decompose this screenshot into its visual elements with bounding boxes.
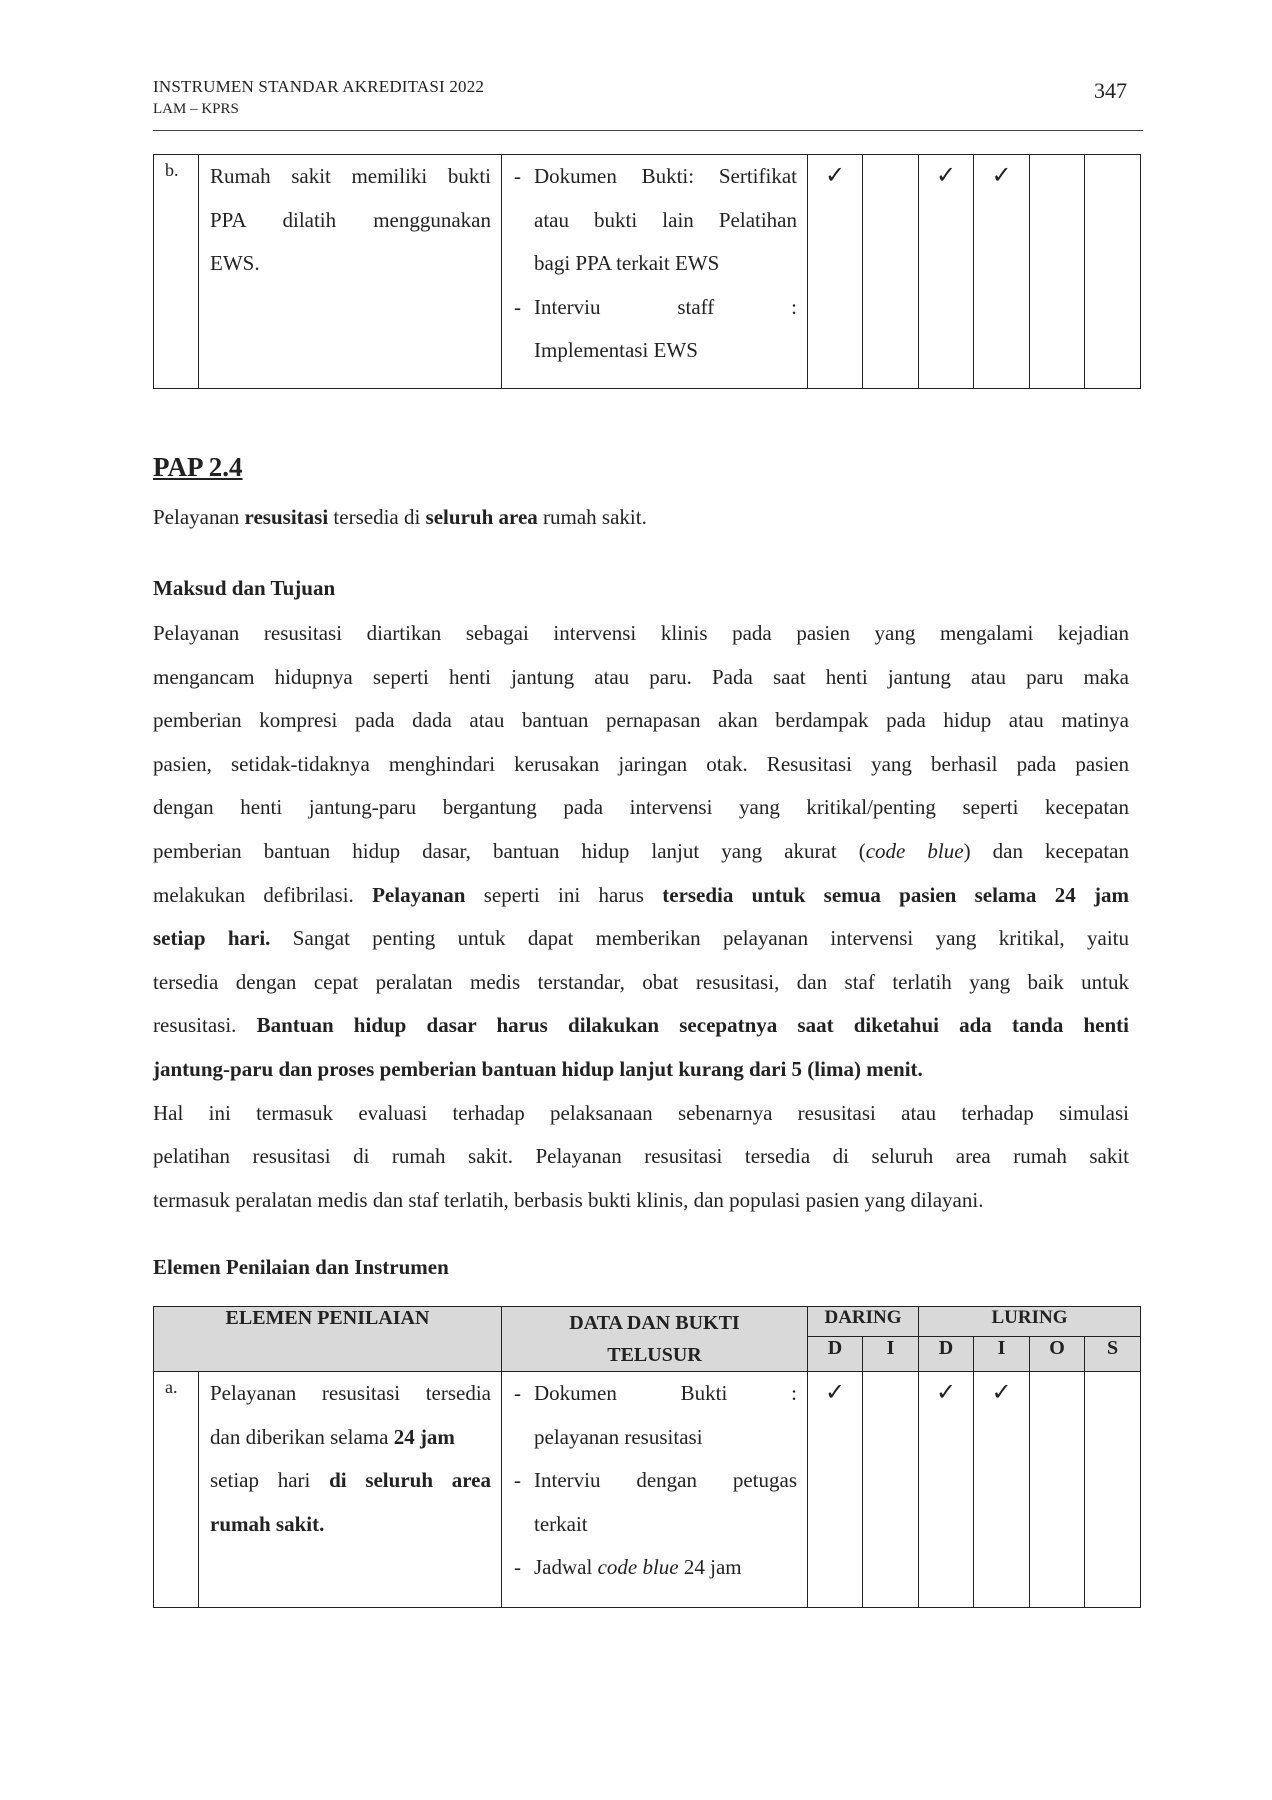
- intent-heading: Maksud dan Tujuan: [153, 576, 336, 600]
- text-run: setiap hari: [210, 1468, 330, 1492]
- bullet-dash: -: [514, 294, 521, 319]
- evidence-line: terkait: [534, 1511, 588, 1536]
- check-luring-d: ✓: [919, 1372, 974, 1608]
- assessment-element: [199, 1372, 502, 1608]
- desc-line: [210, 1503, 491, 1547]
- table-row: [154, 1372, 1141, 1608]
- evidence-cell: [502, 1372, 808, 1608]
- text-line: pelatihan resusitasi di rumah sakit. Pelayanan resusitasi tersedia di seluruh area rumah sakit: [153, 1144, 1129, 1169]
- text-line: [153, 1004, 1129, 1048]
- text-run: seperti ini harus: [465, 882, 663, 907]
- bullet-dash: -: [514, 1468, 521, 1492]
- evidence-line: atau bukti lain Pelatihan: [534, 207, 797, 232]
- check-daring-i: [863, 155, 919, 389]
- text-bold: Bantuan hidup dasar harus dilakukan secepatnya saat diketahui ada tanda henti: [256, 1013, 1130, 1038]
- header-daring: DARING: [808, 1307, 919, 1337]
- text-line: pemberian kompresi pada dada atau bantuan pernapasan akan berdampak pada hidup atau matinya: [153, 708, 1129, 733]
- standard-statement: [153, 505, 647, 530]
- header-line: TELUSUR: [607, 1344, 702, 1366]
- row-number: a.: [154, 1372, 199, 1608]
- intent-paragraph: [153, 612, 1129, 1222]
- lead-text: rumah sakit.: [537, 505, 647, 529]
- check-luring-i: ✓: [974, 155, 1030, 389]
- text-run: dan diberikan selama: [210, 1424, 394, 1449]
- text-line: termasuk peralatan medis dan staf terlatih, berbasis bukti klinis, dan populasi pasien yang dilayani.: [153, 1187, 984, 1212]
- text-line: tersedia dengan cepat peralatan medis terstandar, obat resusitasi, dan staf terlatih yang baik untuk: [153, 969, 1129, 994]
- evidence-item: [514, 1459, 797, 1546]
- subheader-daring-i: I: [863, 1337, 919, 1372]
- text-line: mengancam hidupnya seperti henti jantung atau paru. Pada saat henti jantung atau paru maka: [153, 664, 1129, 689]
- bullet-dash: -: [514, 164, 521, 188]
- header-data-bukti: [502, 1307, 808, 1372]
- text-run: pemberian bantuan hidup dasar, bantuan hidup lanjut yang akurat (: [153, 838, 866, 863]
- section-title: PAP 2.4: [153, 452, 243, 482]
- evidence-item: [514, 155, 797, 286]
- desc-line: Rumah sakit memiliki bukti: [210, 164, 491, 188]
- text-line: Hal ini termasuk evaluasi terhadap pelaksanaan sebenarnya resusitasi atau terhadap simulasi: [153, 1100, 1129, 1125]
- lead-bold: resusitasi: [244, 505, 329, 529]
- desc-line: [210, 1459, 491, 1503]
- evidence-line: Interviu dengan petugas: [534, 1468, 797, 1492]
- text-bold: tersedia untuk semua pasien selama 24 jam: [662, 882, 1129, 907]
- check-luring-s: [1085, 155, 1141, 389]
- check-luring-o: [1030, 155, 1085, 389]
- lead-text: Pelayanan: [153, 505, 245, 529]
- subheader-daring-d: D: [808, 1337, 863, 1372]
- text-italic: code blue: [597, 1555, 679, 1579]
- subheader-luring-d: D: [919, 1337, 974, 1372]
- subheader-luring-i: I: [974, 1337, 1030, 1372]
- check-daring-i: [863, 1372, 919, 1608]
- evidence-item: [514, 1372, 797, 1459]
- text-line: [153, 917, 1129, 961]
- check-luring-i: ✓: [974, 1372, 1030, 1608]
- text-line: [153, 830, 1129, 874]
- header-title: INSTRUMEN STANDAR AKREDITASI 2022: [153, 77, 485, 96]
- text-bold: jantung-paru dan proses pemberian bantuan hidup lanjut kurang dari 5 (lima) menit.: [153, 1056, 923, 1081]
- subheader-luring-o: O: [1030, 1337, 1085, 1372]
- text-run: Sangat penting untuk dapat memberikan pelayanan intervensi yang kritikal, yaitu: [270, 926, 1129, 951]
- text-bold: Pelayanan: [372, 882, 466, 907]
- check-daring-d: ✓: [808, 1372, 863, 1608]
- text-line: dengan henti jantung-paru bergantung pada intervensi yang kritikal/penting seperti kecepatan: [153, 795, 1129, 820]
- row-number: b.: [154, 155, 199, 389]
- lead-text: tersedia di: [328, 505, 426, 529]
- check-daring-d: ✓: [808, 155, 863, 389]
- text-run: Jadwal: [534, 1555, 598, 1579]
- desc-line: Pelayanan resusitasi tersedia: [210, 1381, 491, 1405]
- text-run: resusitasi.: [153, 1013, 257, 1038]
- evidence-line: [534, 1546, 797, 1590]
- criteria-table: [153, 1306, 1141, 1608]
- check-luring-d: ✓: [919, 155, 974, 389]
- evidence-line: Dokumen Bukti :: [534, 1381, 797, 1405]
- header-subtitle: LAM – KPRS: [153, 101, 239, 117]
- evidence-line: Implementasi EWS: [534, 338, 698, 362]
- text-bold: di seluruh area: [329, 1468, 491, 1492]
- desc-line: [210, 1416, 491, 1460]
- header-elemen-penilaian: ELEMEN PENILAIAN: [154, 1307, 502, 1372]
- text-bold: 24 jam: [393, 1424, 455, 1449]
- page-number: 347: [1094, 78, 1127, 103]
- text-line: pasien, setidak-tidaknya menghindari kerusakan jaringan otak. Resusitasi yang berhasil pada pasien: [153, 751, 1129, 776]
- criteria-table-continued: [153, 154, 1141, 389]
- header-line: DATA DAN BUKTI: [569, 1312, 740, 1334]
- text-line: [153, 874, 1129, 918]
- evidence-line: Interviu staff :: [534, 294, 797, 319]
- text-line: [153, 1048, 1129, 1092]
- evidence-line: pelayanan resusitasi: [534, 1424, 703, 1449]
- page-header: [153, 74, 1143, 131]
- table-header-row: [154, 1307, 1141, 1337]
- evidence-item: [514, 286, 797, 373]
- subheader-luring-s: S: [1085, 1337, 1141, 1372]
- lead-bold: seluruh area: [425, 505, 538, 529]
- text-bold: setiap hari.: [153, 926, 271, 951]
- table-row: [154, 155, 1141, 389]
- elements-heading: Elemen Penilaian dan Instrumen: [153, 1255, 449, 1279]
- check-luring-s: [1085, 1372, 1141, 1608]
- bullet-dash: -: [514, 1555, 521, 1579]
- text-run: ) dan kecepatan: [963, 838, 1129, 863]
- evidence-line: Dokumen Bukti: Sertifikat: [534, 164, 797, 188]
- evidence-line: bagi PPA terkait EWS: [534, 251, 720, 275]
- text-run: 24 jam: [678, 1555, 742, 1579]
- header-luring: LURING: [919, 1307, 1141, 1337]
- desc-line: PPA dilatih menggunakan: [210, 207, 491, 232]
- text-italic: code blue: [865, 838, 964, 863]
- bullet-dash: -: [514, 1381, 521, 1405]
- desc-line: EWS.: [210, 251, 260, 275]
- evidence-item: [514, 1546, 797, 1590]
- text-line: Pelayanan resusitasi diartikan sebagai intervensi klinis pada pasien yang mengalami kejadian: [153, 621, 1129, 645]
- assessment-element: [199, 155, 502, 389]
- check-luring-o: [1030, 1372, 1085, 1608]
- evidence-cell: [502, 155, 808, 389]
- text-run: melakukan defibrilasi.: [153, 882, 373, 907]
- text-bold: rumah sakit.: [210, 1511, 325, 1536]
